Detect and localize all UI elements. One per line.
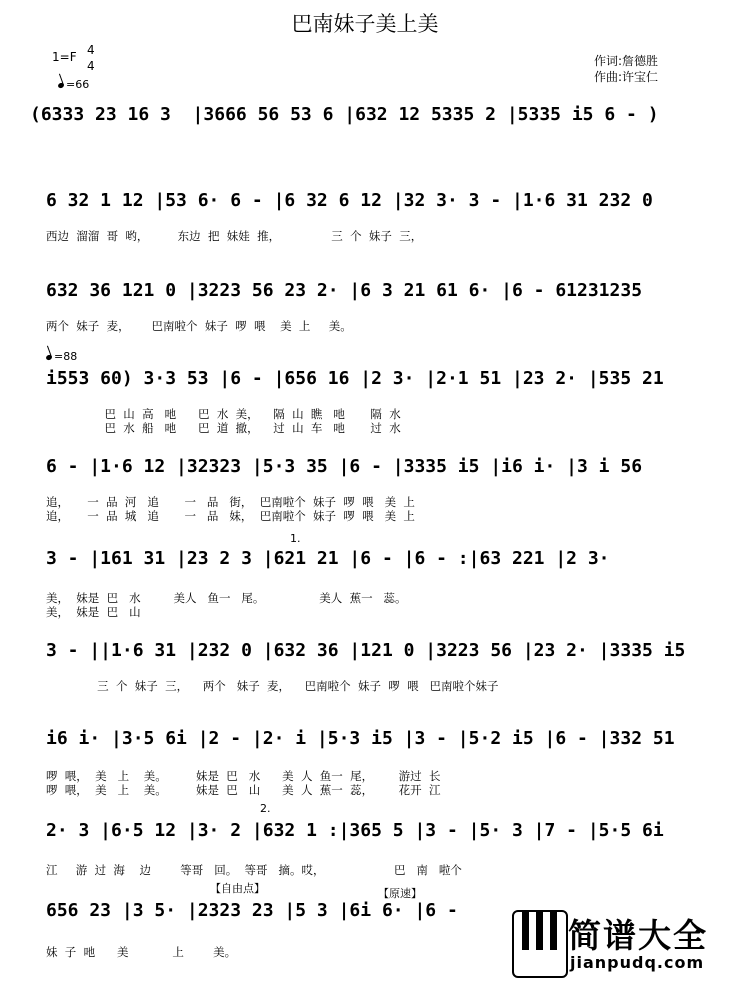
first-ending-mark: 1. — [290, 532, 301, 545]
logo-url: jianpudq.com — [570, 953, 705, 972]
key-signature — [52, 50, 77, 64]
notes-line: (6333 23 16 3 |3666 56 53 6 |632 12 5335 2 |5335 i5 6 - ) — [30, 104, 659, 125]
notes-line: 3 - ||1·6 31 |232 0 |632 36 |121 0 |3223 56 |23 2· |3335 i5 — [46, 640, 686, 661]
notes-line: 632 36 121 0 |3223 56 23 2· |6 3 21 61 6· |6 - 61231235 — [46, 280, 643, 301]
tempo-mark-2 — [46, 350, 77, 363]
time-signature — [87, 42, 95, 74]
tempo-1-value: =66 — [66, 78, 90, 91]
lyric-line: 西边 溜溜 哥 哟， 东边 把 妹娃 推， 三 个 妹子 三， — [46, 229, 423, 243]
free-tempo-mark: 【自由点】 — [210, 882, 265, 895]
tempo-2-value: =88 — [54, 350, 78, 363]
lyric-line: 三 个 妹子 三， 两个 妹子 麦， 巴南啦个 妹子 啰 喂 巴南啦个妹子 — [46, 679, 499, 693]
lyricist: 作词:詹德胜 — [594, 54, 659, 68]
lyric-line: 追， 一 品 城 追 一 品 妹， 巴南啦个 妹子 啰 喂 美 上 — [46, 509, 415, 523]
notes-line: 2· 3 |6·5 12 |3· 2 |632 1 :|365 5 |3 - |5· 3 |7 - |5·5 6i — [46, 820, 664, 841]
quarter-note-icon — [45, 354, 52, 361]
piano-keys-icon — [512, 910, 568, 978]
notes-line: i6 i· |3·5 6i |2 - |2· i |5·3 i5 |3 - |5·2 i5 |6 - |332 51 — [46, 728, 675, 749]
lyric-line: 两个 妹子 麦， 巴南啦个 妹子 啰 喂 美 上 美。 — [46, 319, 352, 333]
lyric-line: 啰 喂， 美 上 美。 妹是 巴 山 美 人 蕉一 蕊， 花开 江 — [46, 783, 441, 797]
notes-line: 6 - |1·6 12 |32323 |5·3 35 |6 - |3335 i5 |i6 i· |3 i 56 — [46, 456, 643, 477]
original-tempo-mark: 【原速】 — [378, 887, 422, 900]
time-bottom: 4 — [87, 59, 95, 73]
lyric-line: 美， 妹是 巴 水 美人 鱼一 尾。 美人 蕉一 蕊。 — [46, 591, 407, 605]
notes-line: 6 32 1 12 |53 6· 6 - |6 32 6 12 |32 3· 3 - |1·6 31 232 0 — [46, 190, 653, 211]
song-title: 巴南妹子美上美 — [291, 12, 439, 36]
time-top: 4 — [87, 43, 95, 57]
quarter-note-icon — [57, 82, 64, 89]
lyric-line: 巴 山 高 吔 巴 水 美， 隔 山 瞧 吔 隔 水 — [46, 407, 401, 421]
notes-line: i553 60) 3·3 53 |6 - |656 16 |2 3· |2·1 51 |23 2· |535 21 — [46, 368, 664, 389]
second-ending-mark: 2. — [260, 802, 271, 815]
lyric-line: 江 游 过 海 边 等哥 回。 等哥 摘。哎， 巴 南 啦个 — [46, 863, 462, 877]
lyric-line: 啰 喂， 美 上 美。 妹是 巴 水 美 人 鱼一 尾， 游过 长 — [46, 769, 441, 783]
tempo-mark-1 — [58, 78, 89, 91]
lyric-line: 巴 水 船 吔 巴 道 撤， 过 山 车 吔 过 水 — [46, 421, 401, 435]
site-logo — [510, 906, 730, 981]
notes-line: 3 - |161 31 |23 2 3 |621 21 |6 - |6 - :|63 221 |2 3· — [46, 548, 610, 569]
composer: 作曲:许宝仁 — [594, 70, 659, 84]
lyric-line: 妹 子 吔 美 上 美。 — [46, 945, 237, 959]
notes-line: 656 23 |3 5· |2323 23 |5 3 |6i 6· |6 - — [46, 900, 458, 921]
lyric-line: 追， 一 品 河 追 一 品 街， 巴南啦个 妹子 啰 喂 美 上 — [46, 495, 415, 509]
lyric-line: 美， 妹是 巴 山 — [46, 605, 141, 619]
key-text: 1=F — [52, 50, 77, 64]
logo-brand: 简谱大全 — [568, 916, 708, 955]
